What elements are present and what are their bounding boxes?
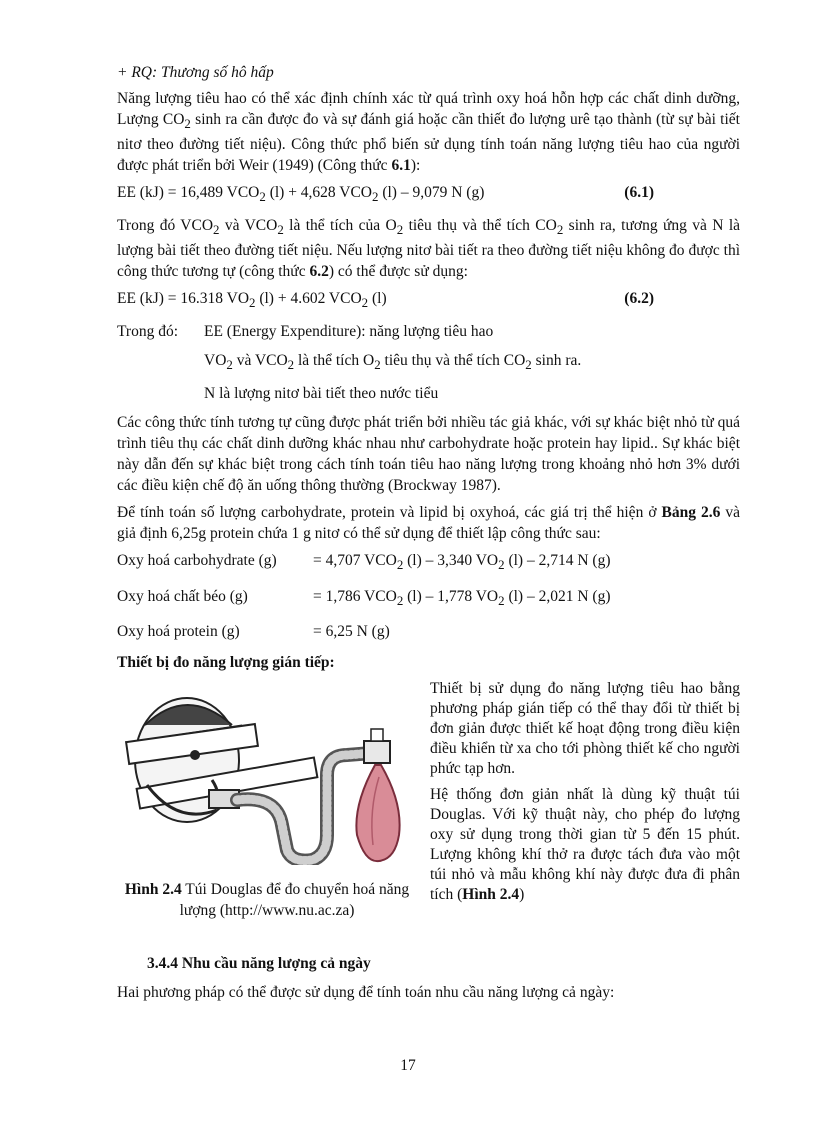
- equation-number: (6.2): [624, 290, 654, 308]
- rq-heading: + RQ: Thương số hô hấp: [117, 64, 274, 81]
- equation-number: (6.1): [624, 184, 654, 202]
- where-label: Trong đó:: [117, 323, 179, 341]
- figure-caption: Hình 2.4 Túi Douglas để đo chuyển hoá năng lượng (http://www.nu.ac.za): [124, 880, 410, 919]
- paragraph-oxidation: Để tính toán số lượng carbohydrate, protein và lipid bị oxyhoá, các giá trị thể hiện ở Bảng 2.6 và giả định 6,25g protein chứa 1 g nitơ có thể sử dụng để thiết lập công thức sau:: [117, 504, 740, 543]
- figure-side-text: [430, 679, 740, 921]
- section-heading-3-4-4: 3.4.4 Nhu cầu năng lượng cả ngày: [147, 954, 371, 972]
- paragraph-other-formulas: Các công thức tính tương tự cũng được phát triển bởi nhiều tác giả khác, với sự khác biệt nhỏ từ quá trình tiêu thụ các chất dinh dưỡng khác nhau như carbohydrate hoặc protein hay lipid.. Sự khác biệt này dẫn đến sự khác biệt trong cách tính toán tiêu hao năng lượng trong khoảng nhỏ hơn 3% dưới các điều kiện chế độ ăn uống thông thường (Brockway 1987).: [117, 414, 740, 495]
- equation-6-1: EE (kJ) = 16,489 $VCO_2$ (l) + 4,628 $VCO_2$ (l) – 9,079 N (g) (6.1): [117, 182, 654, 207]
- page-content: [117, 62, 740, 1009]
- oxidation-fat: Oxy hoá chất béo (g) = 1,786 $VCO_2$ (l) – 1,778 $VO_2$ (l) – 2,021 N (g): [117, 587, 611, 608]
- side-paragraph-1: Thiết bị sử dụng đo năng lượng tiêu hao bằng phương pháp gián tiếp có thể thay đổi từ thiết bị đơn giản được thiết kế hoạt động trong điều kiện điều khiển từ xa cho tới phòng thiết kế cho người phức tạp hơn.: [430, 679, 740, 777]
- section-heading-indirect: Thiết bị đo năng lượng gián tiếp:: [117, 653, 335, 671]
- where-block: Trong đó: EE (Energy Expenditure): năng lượng tiêu hao: [117, 323, 494, 341]
- paragraph-intro: Năng lượng tiêu hao có thể xác định chính xác từ quá trình oxy hoá hỗn hợp các chất dinh dưỡng, Lượng $CO_2$ sinh ra cần được đo và sự đánh giá hoặc cần thiết đo lượng urê tạo thành (từ sự bài tiết nitơ theo đường tiết niệu). Công thức phổ biến sử dụng tính toán năng lượng tiêu hao của người được phát triển bởi Weir (1949) (Công thức 6.1):: [117, 90, 740, 175]
- paragraph-daily-needs: Hai phương pháp có thể được sử dụng để tính toán nhu cầu năng lượng cả ngày:: [117, 983, 615, 1001]
- equation-6-2: EE (kJ) = 16.318 $VO_2$ (l) + 4.602 $VCO_2$ (l) (6.2): [117, 288, 654, 313]
- page-number: 17: [400, 1057, 416, 1074]
- figure-block: [117, 679, 740, 921]
- side-paragraph-2: Hệ thống đơn giản nhất là dùng kỹ thuật túi Douglas. Với kỹ thuật này, cho phép đo lượng oxy sử dụng trong thời gian từ 5 đến 15 phút. Lượng không khí thở ra được tách đưa vào một túi nhỏ và mẫu không khí này được đưa đi phân tích (Hình 2.4): [430, 785, 740, 903]
- douglas-bag-illustration: [117, 685, 407, 865]
- where-line-3: N là lượng nitơ bài tiết theo nước tiểu: [204, 385, 439, 403]
- oxidation-carbohydrate: Oxy hoá carbohydrate (g) = 4,707 $VCO_2$ (l) – 3,340 $VO_2$ (l) – 2,714 N (g): [117, 552, 611, 573]
- where-line-2: $VO_2$ và $VCO_2$ là thể tích $O_2$ tiêu thụ và thể tích $CO_2$ sinh ra.: [204, 352, 582, 373]
- oxidation-protein: Oxy hoá protein (g) = 6,25 N (g): [117, 622, 390, 640]
- paragraph-definitions: Trong đó $VCO_2$ và $VCO_2$ là thể tích của $O_2$ tiêu thụ và thể tích $CO_2$ sinh ra, tương ứng và N là lượng bài tiết theo đường tiết niệu. Nếu lượng nitơ bài tiết ra theo đường tiết niệu không đo được thì công thức tương tự (công thức 6.2) có thể được sử dụng:: [117, 217, 741, 281]
